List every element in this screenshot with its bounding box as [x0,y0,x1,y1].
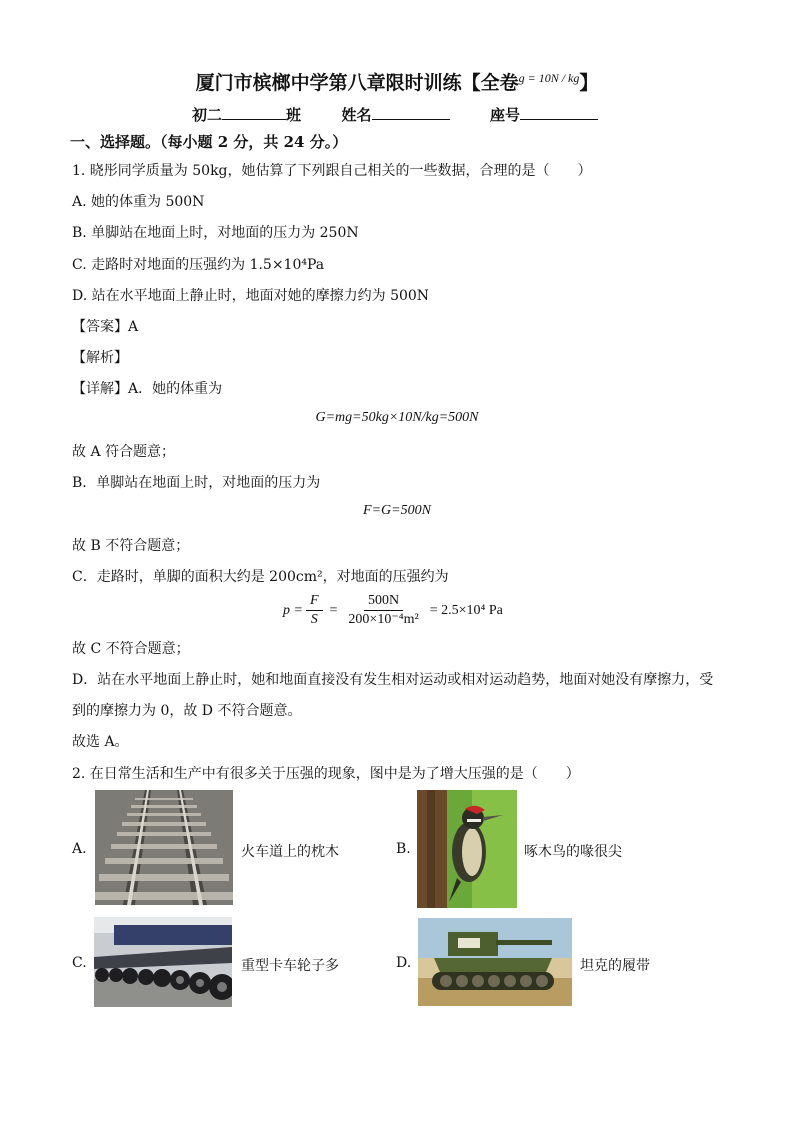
class-label: 班 [286,106,302,124]
title-end: 】 [579,72,599,94]
name-label: 姓名 [341,106,372,124]
page-title [0,68,794,95]
q1-formula-a: G=mg=50kg×10N/kg=500N [315,410,479,425]
q1-option-d: D. 站在水平地面上静止时，地面对她的摩擦力约为 500N [72,288,430,304]
q1-option-a: A. 她的体重为 500N [72,194,205,210]
q1-b-text: B．单脚站在地面上时，对地面的压力为 [72,475,321,491]
fraction-values [344,592,422,629]
q2-option-a-caption: 火车道上的枕木 [241,844,339,860]
q1-analysis: 【解析】 [72,350,128,366]
fraction-numerator-value: 500N [364,592,403,611]
q2-option-d-caption: 坦克的履带 [580,958,650,974]
section-heading: 一、选择题。（每小题 2 分，共 24 分。） [70,133,348,151]
formula-lhs: p = [283,602,303,618]
class-prefix: 初二 [192,106,223,124]
railway-sleepers-image [95,790,233,905]
q1-formula-b: F=G=500N [363,503,431,518]
q2-option-c-caption: 重型卡车轮子多 [241,958,339,974]
tank-image [418,918,572,1006]
q1-d-text-2: 到的摩擦力为 0，故 D 不符合题意。 [72,703,302,719]
q1-c-conclusion: 故 C 不符合题意； [72,641,190,657]
q1-formula-c [283,592,507,629]
formula-equals: = [329,602,338,618]
q1-option-c: C. 走路时对地面的压强约为 1.5×10⁴Pa [72,257,325,273]
q1-detail: 【详解】A．她的体重为 [72,381,223,397]
fraction-denominator-value: 200×10⁻⁴m² [348,612,419,627]
q1-c-text: C．走路时，单脚的面积大约是 200cm²，对地面的压强约为 [72,569,449,585]
seat-label: 座号 [489,106,520,124]
woodpecker-image [417,790,517,908]
name-blank [372,105,450,120]
title-g-value: g = 10N / kg [518,71,580,85]
fraction-f-over-s [306,592,323,629]
q2-option-d-letter: D. [396,955,412,971]
q2-option-c-letter: C. [72,955,87,971]
q1-option-b: B. 单脚站在地面上时，对地面的压力为 250N [72,225,359,241]
seat-blank [520,105,598,120]
title-text: 厦门市槟榔中学第八章限时训练【全卷 [195,72,519,94]
fraction-denominator: S [310,612,318,627]
q1-a-conclusion: 故 A 符合题意； [72,444,176,460]
q1-final: 故选 A。 [72,734,129,750]
q1-answer: 【答案】A [72,319,139,335]
q1-b-conclusion: 故 B 不符合题意； [72,538,190,554]
student-info-row [192,104,598,125]
class-blank [222,105,286,120]
q1-stem: 1. 晓彤同学质量为 50kg，她估算了下列跟自己相关的一些数据，合理的是（ ） [72,163,592,179]
q2-stem: 2. 在日常生活和生产中有很多关于压强的现象，图中是为了增大压强的是（ ） [72,766,580,782]
q1-d-text-1: D．站在水平地面上静止时，她和地面直接没有发生相对运动或相对运动趋势，地面对她没有摩擦力，受 [72,672,714,688]
formula-result: = 2.5×10⁴ Pa [429,602,503,618]
q2-option-b-letter: B. [396,841,411,857]
q2-option-b-caption: 啄木鸟的喙很尖 [524,844,622,860]
fraction-numerator: F [306,592,323,611]
heavy-truck-image [94,917,232,1007]
q2-option-a-letter: A. [72,841,87,857]
